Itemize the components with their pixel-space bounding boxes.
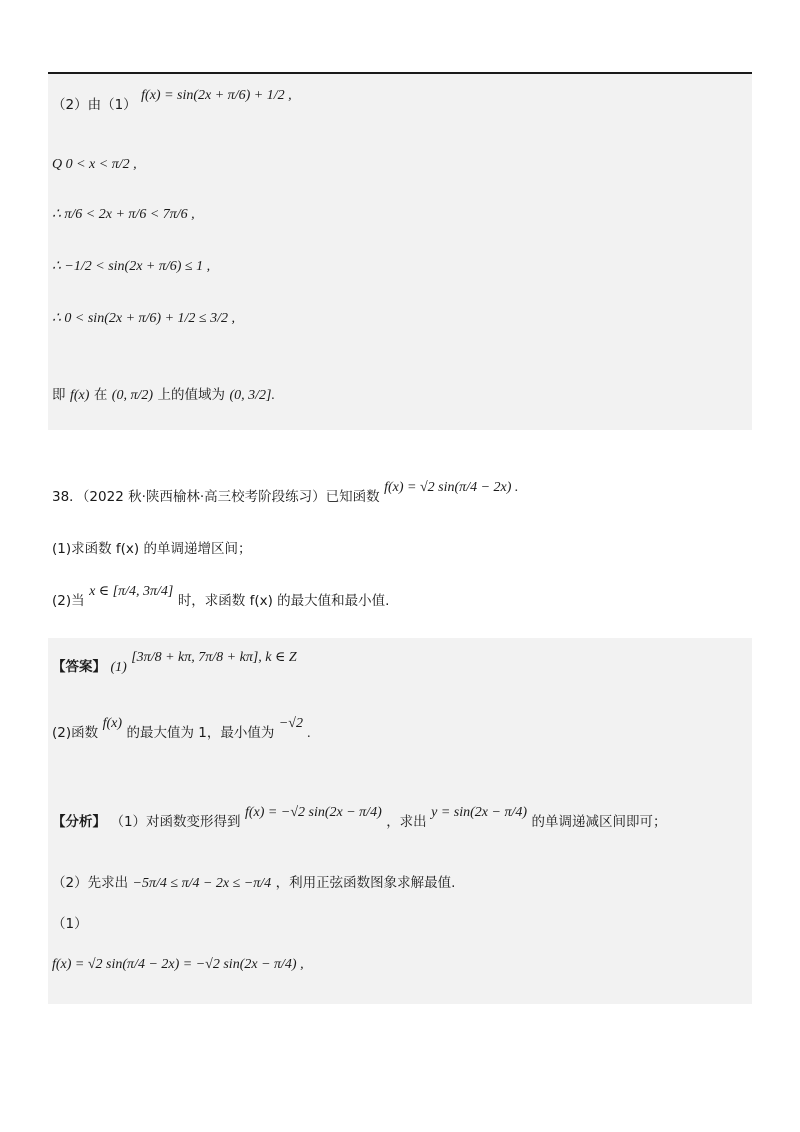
answer-part1-value: [3π/8 + kπ, 7π/8 + kπ], k ∈ Z: [131, 650, 297, 665]
analysis-part2-text: （2）先求出: [52, 875, 129, 891]
analysis-line1: [52, 805, 667, 830]
prev-conclusion-fx: f(x): [69, 388, 90, 403]
prev-step3: ∴ −1/2 < sin(2x + π/6) ≤ 1 ,: [52, 259, 211, 274]
question-part2-suffix: 时，求函数 f(x) 的最大值和最小值.: [177, 593, 390, 609]
answer-part1-prefix: (1): [110, 660, 127, 675]
prev-conclusion-mid: 在: [93, 387, 108, 403]
analysis-part2-formula: −5π/4 ≤ π/4 − 2x ≤ −π/4: [132, 876, 272, 891]
analysis-line2: [52, 876, 455, 891]
answer-part2-text: 的最大值为 1，最小值为: [126, 725, 275, 741]
question-function: f(x) = √2 sin(π/4 − 2x) .: [384, 480, 519, 495]
previous-solution-panel: [48, 74, 752, 430]
answer-part2: [52, 716, 311, 741]
analysis-formula1: f(x) = −√2 sin(2x − π/4): [245, 805, 382, 820]
question-stem: [52, 480, 519, 505]
prev-conclusion-mid2: 上的值域为: [157, 387, 225, 403]
answer-part2-end: .: [307, 726, 311, 741]
prev-conclusion-interval: (0, π/2): [111, 388, 154, 403]
question-part2-prefix: (2)当: [52, 593, 85, 609]
prev-step1: Q 0 < x < π/2 ,: [52, 157, 137, 172]
analysis-formula2: y = sin(2x − π/4): [431, 805, 528, 820]
answer-part1: [52, 650, 297, 675]
answer-part2-min: −√2: [278, 716, 303, 731]
question-part2-condition: x ∈ [π/4, 3π/4]: [89, 584, 174, 599]
prev-conclusion-prefix: 即: [52, 387, 66, 403]
prev-part2-intro: （2）由（1）: [52, 97, 137, 113]
analysis-text3: 的单调递减区间即可；: [531, 814, 667, 830]
analysis-label: 【分析】: [52, 814, 106, 830]
question-part1: (1)求函数 f(x) 的单调递增区间；: [52, 541, 252, 557]
answer-part2-fx: f(x): [102, 716, 123, 731]
prev-part2-formula: f(x) = sin(2x + π/6) + 1/2 ,: [141, 88, 292, 103]
prev-step2: ∴ π/6 < 2x + π/6 < 7π/6 ,: [52, 207, 195, 222]
analysis-part2-tail: ，利用正弦函数图象求解最值.: [275, 875, 456, 891]
analysis-text1: （1）对函数变形得到: [110, 814, 241, 830]
answer-part2-prefix: (2)函数: [52, 725, 99, 741]
solution-part1-label: （1）: [52, 916, 88, 932]
question-part2: [52, 584, 390, 609]
question-number-source: 38．（2022 秋·陕西榆林·高三校考阶段练习）已知函数: [52, 489, 380, 505]
prev-part2-line: [52, 88, 292, 113]
prev-conclusion-range: (0, 3/2].: [229, 388, 275, 403]
prev-conclusion: [52, 388, 275, 403]
answer-label: 【答案】: [52, 659, 106, 675]
solution-part1-formula: f(x) = √2 sin(π/4 − 2x) = −√2 sin(2x − π/4) ,: [52, 957, 304, 972]
analysis-text2: ，求出: [386, 814, 427, 830]
prev-step4: ∴ 0 < sin(2x + π/6) + 1/2 ≤ 3/2 ,: [52, 311, 235, 326]
